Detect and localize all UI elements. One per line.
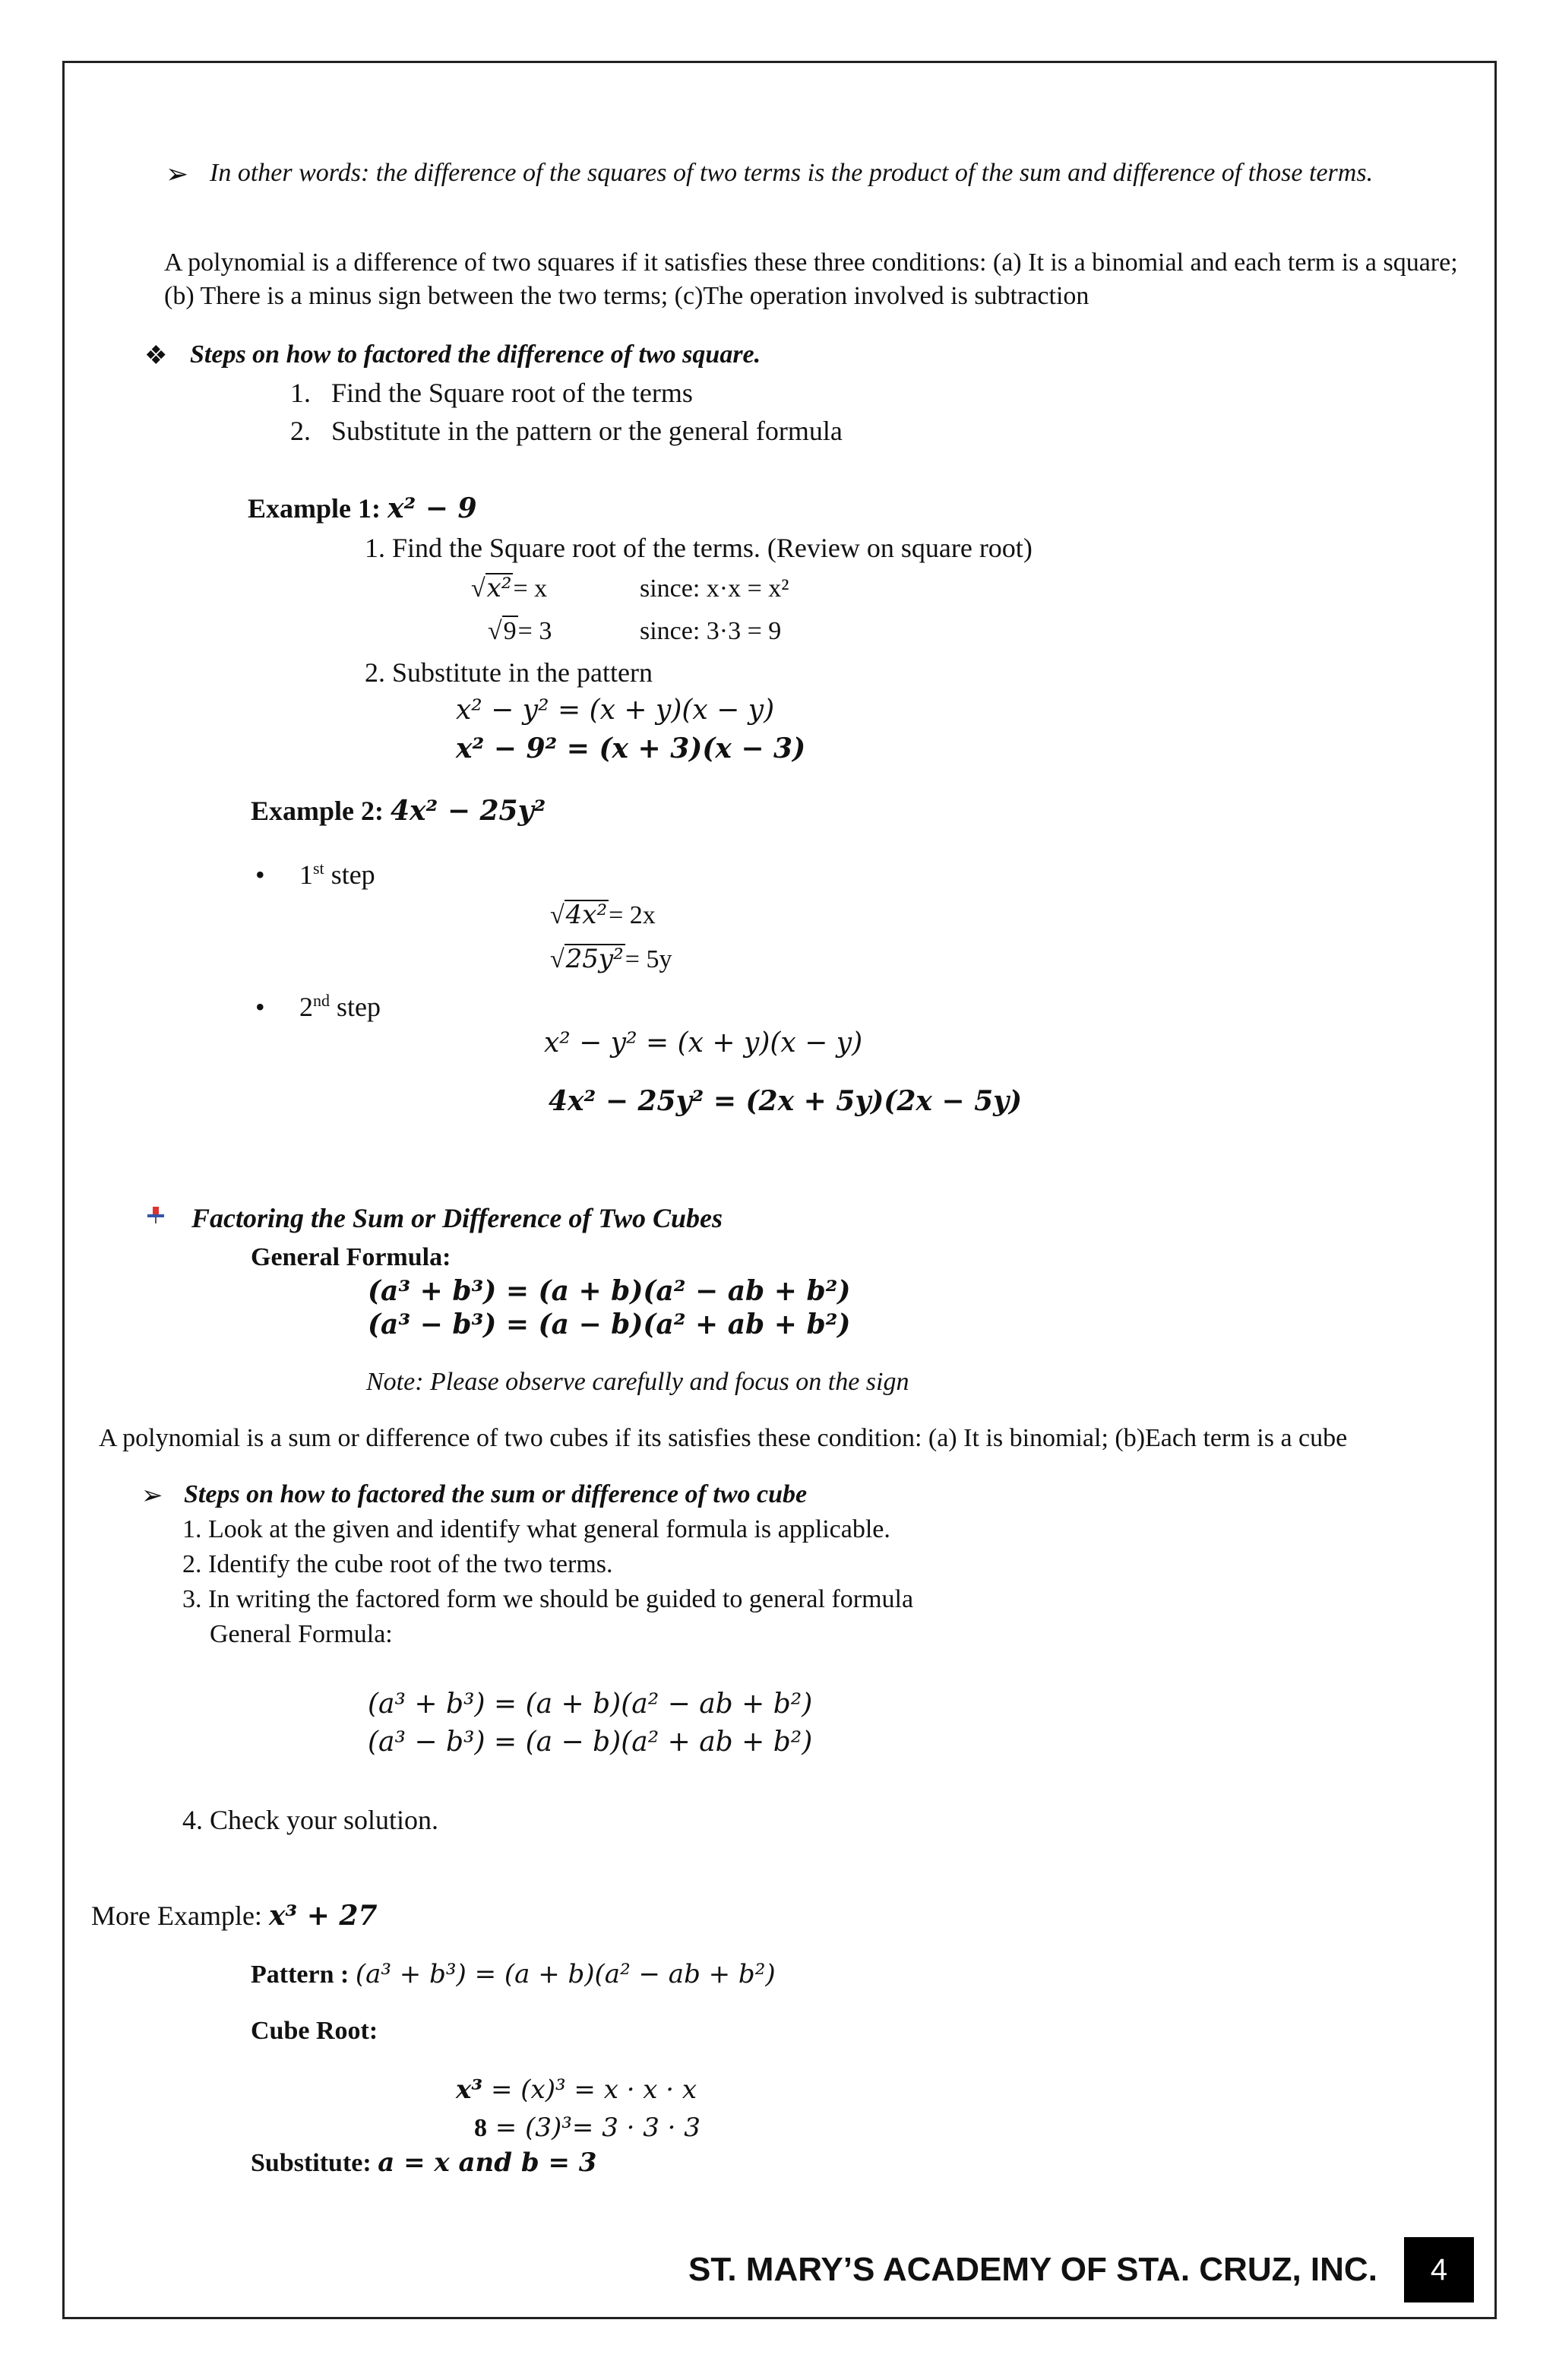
example2-step2-label: 2nd step: [299, 991, 381, 1022]
more-example-substitute: Substitute: a = x and b = 3: [251, 2147, 597, 2178]
dos-steps-heading: Steps on how to factored the difference of two square.: [190, 340, 761, 369]
dos-step-2: 2. Substitute in the pattern or the general formula: [290, 416, 843, 446]
more-example-root-8: 8 = (3)³= 3 · 3 · 3: [474, 2113, 701, 2143]
cubes-step-1: 1. Look at the given and identify what general formula is applicable.: [182, 1515, 890, 1543]
cubes-step-4: 4. Check your solution.: [182, 1805, 438, 1835]
dos-step-1: 1. Find the Square root of the terms: [290, 378, 693, 408]
school-name-footer: ST. MARY’S ACADEMY OF STA. CRUZ, INC.: [688, 2251, 1377, 2288]
example1-pattern: x² − y² = (x + y)(x − y): [456, 695, 775, 726]
cubes-step-2: 2. Identify the cube root of the two terms.: [182, 1550, 613, 1578]
bullet-dot-icon: •: [255, 859, 265, 890]
cubes-general-label-2: General Formula:: [210, 1620, 393, 1648]
more-example-root-x3: x³ = (x)³ = x · x · x: [456, 2075, 697, 2105]
cubes-formula-sum-2: (a³ + b³) = (a + b)(a² − ab + b²): [368, 1688, 813, 1720]
example1-root-9-since: since: 3·3 = 9: [640, 617, 782, 645]
example2-root-4x2: √4x²= 2x: [550, 900, 656, 930]
example1-step1: 1. Find the Square root of the terms. (Review on square root): [365, 533, 1033, 563]
cubes-note: Note: Please observe carefully and focus on the sign: [366, 1368, 909, 1396]
pushpin-icon: [146, 1205, 166, 1225]
cubes-formula-diff-2: (a³ − b³) = (a − b)(a² + ab + b²): [368, 1726, 813, 1758]
arrow-bullet-icon: ➢: [141, 1482, 163, 1510]
cubes-heading: Factoring the Sum or Difference of Two Cubes: [191, 1203, 723, 1233]
example1-step2: 2. Substitute in the pattern: [365, 657, 653, 688]
example2-result: 4x² − 25y² = (2x + 5y)(2x − 5y): [549, 1085, 1023, 1117]
example2-step1-label: 1st step: [299, 859, 375, 890]
more-example-pattern: Pattern : (a³ + b³) = (a + b)(a² − ab + b²): [251, 1959, 776, 1989]
example2-title: Example 2: 4x² − 25y²: [251, 795, 546, 827]
page-number: 4: [1430, 2252, 1448, 2287]
example1-title: Example 1: x² − 9: [248, 492, 477, 524]
cubes-steps-heading: Steps on how to factored the sum or difference of two cube: [184, 1480, 808, 1508]
example1-result: x² − 9² = (x + 3)(x − 3): [456, 733, 806, 764]
cubes-condition: A polynomial is a sum or difference of two cubes if its satisfies these condition: (a) It is binomial; (b)Each term is a cube: [99, 1424, 1348, 1452]
example2-root-25y2: √25y²= 5y: [550, 944, 672, 974]
cubes-step-3: 3. In writing the factored form we should be guided to general formula: [182, 1585, 914, 1613]
diamond-bullet-icon: ❖: [144, 342, 168, 370]
example1-root-x: √x²= x: [471, 573, 548, 603]
more-example-title: More Example: x³ + 27: [91, 1900, 378, 1932]
dos-conditions: A polynomial is a difference of two squares if it satisfies these three conditions: (a) It is a binomial and each term is a square; (b) There is a minus sign between the two terms; (c)The operation involved is subtraction: [164, 248, 1458, 310]
page-number-box: [1404, 2237, 1474, 2302]
example1-root-9: √9= 3: [488, 617, 552, 645]
bullet-dot-icon: •: [255, 992, 265, 1022]
example2-pattern: x² − y² = (x + y)(x − y): [544, 1027, 863, 1059]
cubes-formula-diff: (a³ − b³) = (a − b)(a² + ab + b²): [368, 1309, 851, 1340]
arrow-bullet-icon: ➢: [166, 159, 189, 189]
intro-statement: In other words: the difference of the squares of two terms is the product of the sum and difference of those terms.: [210, 159, 1374, 187]
cubes-general-label: General Formula:: [251, 1243, 451, 1271]
cubes-formula-sum: (a³ + b³) = (a + b)(a² − ab + b²): [368, 1275, 851, 1307]
example1-root-x-since: since: x·x = x²: [640, 574, 789, 603]
more-example-cube-root-label: Cube Root:: [251, 2017, 378, 2045]
